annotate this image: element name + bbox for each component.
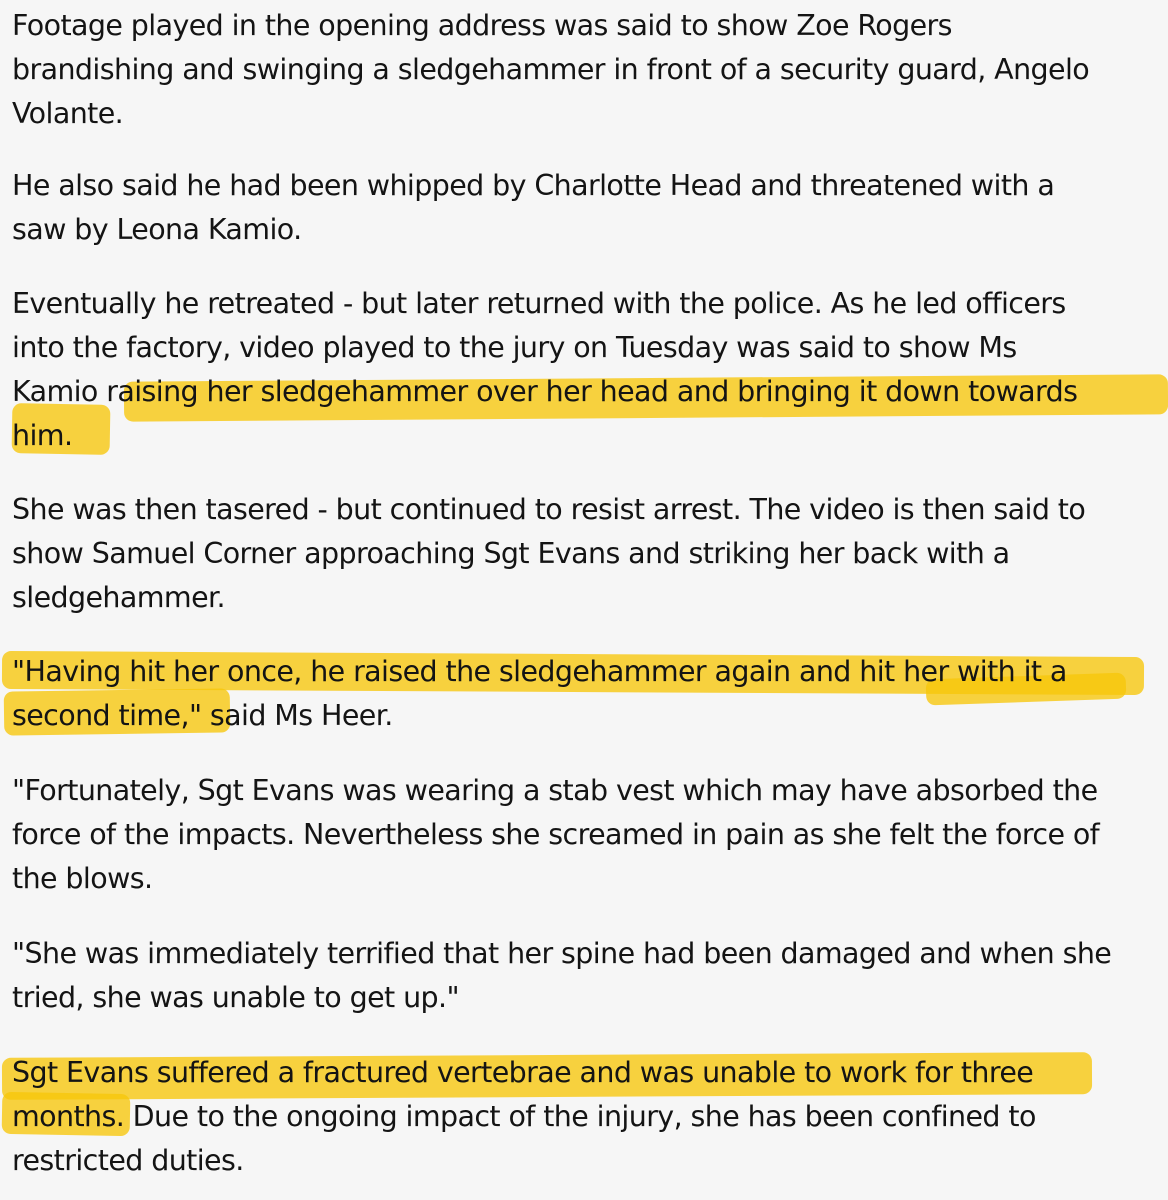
- text-line: Kamio raising her sledgehammer over her head and bringing it down towards: [12, 375, 1078, 408]
- article-body: [12, 4, 1168, 1183]
- article-paragraph: [12, 932, 1168, 1020]
- article-paragraph: [12, 488, 1168, 620]
- text-line: Footage played in the opening address was said to show Zoe Rogers: [12, 9, 952, 42]
- text-line: tried, she was unable to get up.": [12, 981, 459, 1014]
- article-paragraph-highlighted: [12, 282, 1168, 458]
- article-paragraph-highlighted: [12, 1051, 1168, 1183]
- text-line: "She was immediately terrified that her spine had been damaged and when she: [12, 937, 1112, 970]
- text-line: He also said he had been whipped by Charlotte Head and threatened with a: [12, 169, 1055, 202]
- text-line: the blows.: [12, 862, 153, 895]
- text-line: months. Due to the ongoing impact of the injury, she has been confined to: [12, 1100, 1036, 1133]
- text-line: sledgehammer.: [12, 581, 225, 614]
- article-paragraph: [12, 4, 1168, 136]
- text-line: show Samuel Corner approaching Sgt Evans and striking her back with a: [12, 537, 1010, 570]
- text-line: brandishing and swinging a sledgehammer in front of a security guard, Angelo: [12, 53, 1090, 86]
- text-line: "Fortunately, Sgt Evans was wearing a stab vest which may have absorbed the: [12, 774, 1098, 807]
- text-line: into the factory, video played to the jury on Tuesday was said to show Ms: [12, 331, 1017, 364]
- article-paragraph-highlighted: [12, 650, 1168, 738]
- text-line: She was then tasered - but continued to resist arrest. The video is then said to: [12, 493, 1086, 526]
- article-paragraph: [12, 164, 1168, 252]
- text-line: force of the impacts. Nevertheless she screamed in pain as she felt the force of: [12, 818, 1100, 851]
- article-paragraph: [12, 769, 1168, 901]
- text-line: him.: [12, 419, 73, 452]
- text-line: restricted duties.: [12, 1144, 244, 1177]
- text-line: "Having hit her once, he raised the sledgehammer again and hit her with it a: [12, 655, 1067, 688]
- text-line: second time," said Ms Heer.: [12, 699, 393, 732]
- text-line: Sgt Evans suffered a fractured vertebrae and was unable to work for three: [12, 1056, 1034, 1089]
- text-line: saw by Leona Kamio.: [12, 213, 302, 246]
- text-line: Volante.: [12, 97, 124, 130]
- text-line: Eventually he retreated - but later returned with the police. As he led officers: [12, 287, 1066, 320]
